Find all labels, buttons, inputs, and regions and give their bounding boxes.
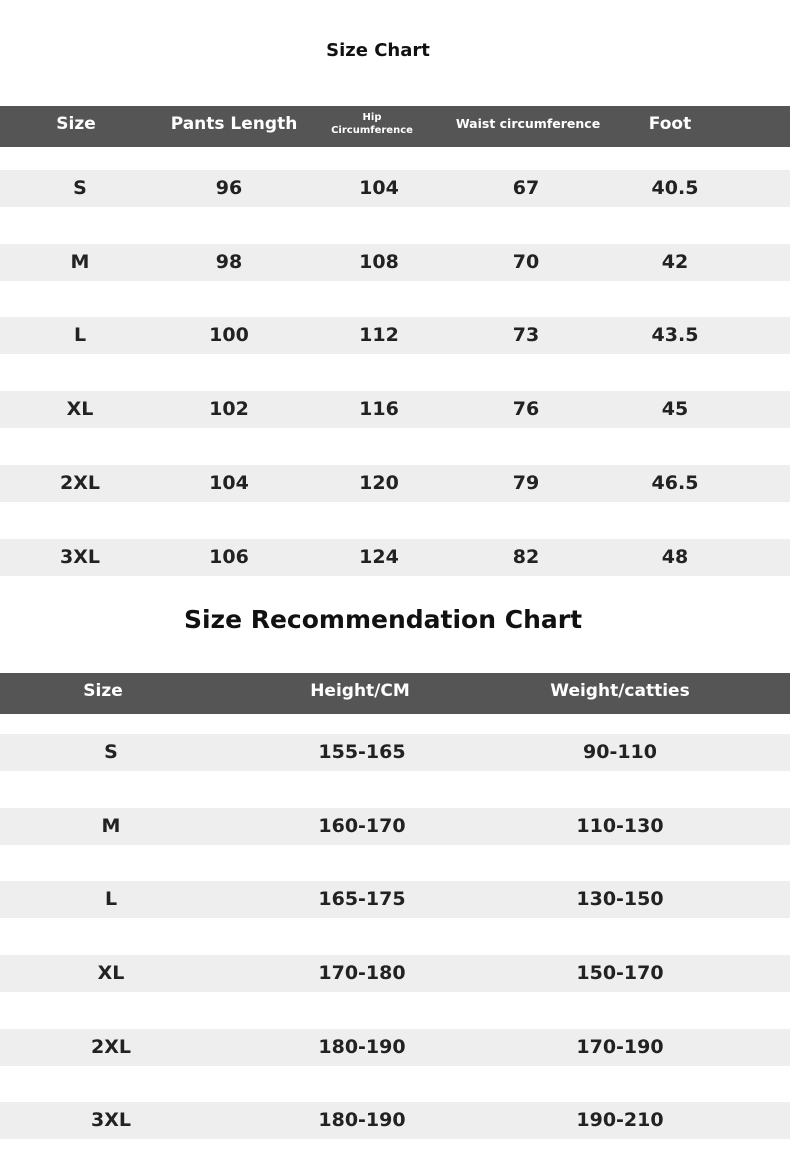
table-cell: M (70, 251, 90, 273)
table-cell: 90-110 (583, 741, 657, 763)
table-cell: XL (97, 962, 125, 984)
table-cell: XL (66, 398, 94, 420)
table-cell: S (104, 741, 118, 763)
table-cell: 70 (512, 251, 540, 273)
header-height: Height/CM (310, 680, 410, 701)
table-cell: 45 (661, 398, 689, 420)
size-chart-title: Size Chart (326, 40, 430, 61)
recommendation-row (0, 1102, 790, 1139)
table-cell: 106 (209, 546, 249, 568)
recommendation-chart-title: Size Recommendation Chart (183, 605, 583, 634)
table-cell: 190-210 (576, 1109, 664, 1131)
table-cell: 124 (359, 546, 399, 568)
table-cell: 3XL (91, 1109, 131, 1131)
header-rec-size: Size (83, 680, 123, 701)
header-hip-circumference: Hip Circumference (331, 111, 413, 136)
size-chart-row (0, 317, 790, 354)
table-cell: 76 (512, 398, 540, 420)
table-cell: 3XL (60, 546, 100, 568)
table-cell: 165-175 (318, 888, 406, 910)
table-cell: M (101, 815, 121, 837)
header-size: Size (56, 113, 96, 134)
size-chart-row (0, 170, 790, 207)
size-chart-row (0, 244, 790, 281)
header-pants-length: Pants Length (170, 113, 298, 134)
recommendation-row (0, 808, 790, 845)
size-chart-header (0, 106, 790, 147)
recommendation-row (0, 881, 790, 918)
size-chart-row (0, 391, 790, 428)
table-cell: 46.5 (651, 472, 699, 494)
table-cell: 96 (215, 177, 243, 199)
table-cell: 42 (661, 251, 689, 273)
table-cell: 170-190 (576, 1036, 664, 1058)
table-cell: 48 (661, 546, 689, 568)
recommendation-row (0, 734, 790, 771)
table-cell: 43.5 (651, 324, 699, 346)
table-cell: 102 (209, 398, 249, 420)
table-cell: 130-150 (576, 888, 664, 910)
table-cell: 170-180 (318, 962, 406, 984)
size-chart-row (0, 465, 790, 502)
table-cell: 155-165 (318, 741, 406, 763)
table-cell: S (73, 177, 87, 199)
header-foot: Foot (648, 113, 692, 134)
table-cell: 110-130 (576, 815, 664, 837)
size-chart-row (0, 539, 790, 576)
table-cell: 104 (359, 177, 399, 199)
recommendation-row (0, 1029, 790, 1066)
table-cell: 112 (359, 324, 399, 346)
table-cell: 79 (512, 472, 540, 494)
table-cell: 98 (215, 251, 243, 273)
table-cell: 104 (209, 472, 249, 494)
table-cell: 40.5 (651, 177, 699, 199)
table-cell: 120 (359, 472, 399, 494)
table-cell: 108 (359, 251, 399, 273)
table-cell: 2XL (60, 472, 100, 494)
table-cell: 180-190 (318, 1036, 406, 1058)
recommendation-row (0, 955, 790, 992)
table-cell: 2XL (91, 1036, 131, 1058)
table-cell: L (104, 888, 118, 910)
header-waist-circumference: Waist circumference (455, 116, 601, 131)
table-cell: L (73, 324, 87, 346)
table-cell: 116 (359, 398, 399, 420)
table-cell: 150-170 (576, 962, 664, 984)
recommendation-chart-header (0, 673, 790, 714)
table-cell: 160-170 (318, 815, 406, 837)
table-cell: 100 (209, 324, 249, 346)
table-cell: 67 (512, 177, 540, 199)
table-cell: 82 (512, 546, 540, 568)
table-cell: 73 (512, 324, 540, 346)
table-cell: 180-190 (318, 1109, 406, 1131)
header-weight: Weight/catties (550, 680, 690, 701)
